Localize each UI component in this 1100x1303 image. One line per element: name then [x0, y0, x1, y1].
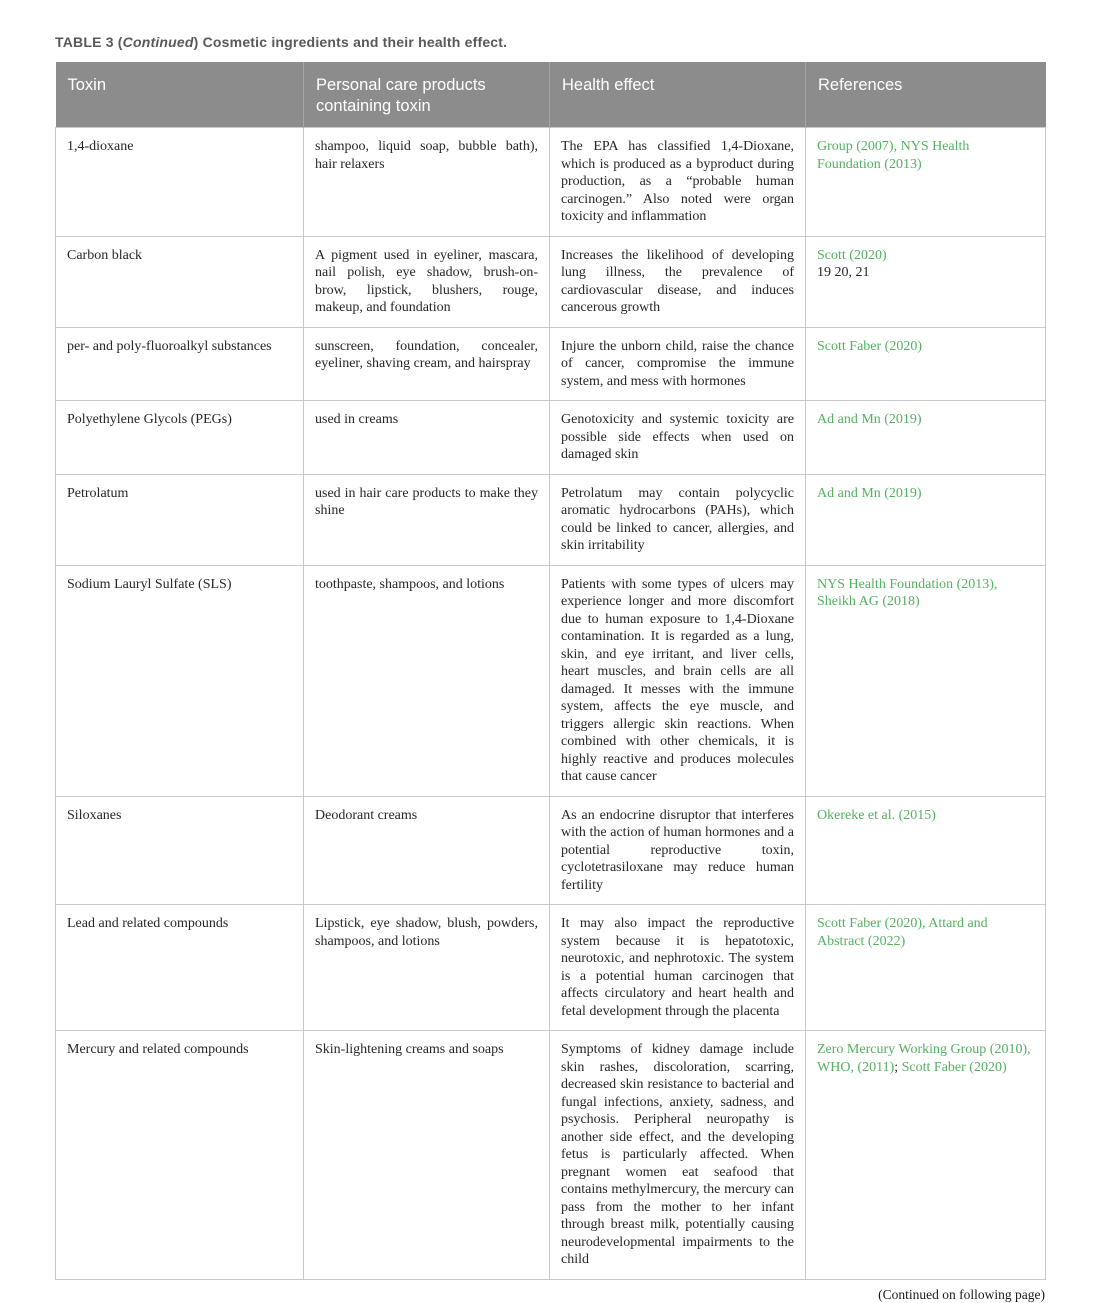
- table-row: [56, 796, 1046, 905]
- toxin-cell: 1,4-dioxane: [56, 128, 304, 237]
- references-cell: [806, 905, 1046, 1031]
- health-cell: Genotoxicity and systemic toxicity are possible side effects when used on damaged skin: [550, 401, 806, 475]
- reference-link[interactable]: Group (2007), NYS Health Foundation (2013): [817, 139, 970, 172]
- header-row: [56, 62, 1046, 128]
- reference-link[interactable]: Scott Faber (2020): [901, 1059, 1007, 1075]
- references-cell: [806, 474, 1046, 565]
- health-cell: As an endocrine disruptor that interferes with the action of human hormones and a potential reproductive toxin, cyclotetrasiloxane may reduce human fertility: [550, 796, 806, 905]
- products-cell: used in creams: [304, 401, 550, 475]
- toxin-cell: per- and poly-fluoroalkyl substances: [56, 327, 304, 401]
- table-row: [56, 1031, 1046, 1280]
- references-cell: [806, 236, 1046, 327]
- reference-link[interactable]: Scott Faber (2020): [817, 338, 922, 354]
- reference-link[interactable]: Ad and Mn (2019): [817, 412, 922, 427]
- reference-link[interactable]: Scott (2020): [817, 247, 887, 263]
- table-row: [56, 474, 1046, 565]
- reference-text: 19 20, 21: [817, 265, 870, 280]
- references-cell: [806, 401, 1046, 475]
- reference-link[interactable]: Okereke et al. (2015): [817, 807, 936, 823]
- toxin-cell: Lead and related compounds: [56, 905, 304, 1031]
- health-cell: Petrolatum may contain polycyclic aromatic hydrocarbons (PAHs), which could be linked to cancer, allergies, and skin irritability: [550, 474, 806, 565]
- products-cell: Lipstick, eye shadow, blush, powders, shampoos, and lotions: [304, 905, 550, 1031]
- toxin-cell: Petrolatum: [56, 474, 304, 565]
- reference-link[interactable]: Ad and Mn (2019): [817, 485, 922, 501]
- table-row: [56, 905, 1046, 1031]
- references-cell: [806, 128, 1046, 237]
- column-header-products: Personal care products containing toxin: [304, 62, 550, 128]
- health-cell: It may also impact the reproductive system because it is hepatotoxic, neurotoxic, and nephrotoxic. The system is a potential human carcinogen that affects circulatory and heart health and fetal development through the placenta: [550, 905, 806, 1031]
- table-row: [56, 128, 1046, 237]
- table-row: [56, 401, 1046, 475]
- continued-note: (Continued on following page): [878, 1286, 1045, 1302]
- table-row: [56, 565, 1046, 796]
- products-cell: Skin-lightening creams and soaps: [304, 1031, 550, 1280]
- toxin-cell: Carbon black: [56, 236, 304, 327]
- references-cell: [806, 1031, 1046, 1280]
- health-cell: The EPA has classified 1,4-Dioxane, which is produced as a byproduct during production, as a “probable human carcinogen.” Also noted were organ toxicity and inflammation: [550, 128, 806, 237]
- reference-text: ;: [894, 1059, 902, 1075]
- column-header-toxin: Toxin: [56, 62, 304, 128]
- reference-link[interactable]: Zero Mercury Working Group (2010), WHO, (2011): [817, 1042, 1031, 1075]
- products-cell: shampoo, liquid soap, bubble bath), hair relaxers: [304, 128, 550, 237]
- toxins-table: [55, 62, 1046, 1280]
- table-title-prefix: TABLE 3 (: [55, 34, 123, 50]
- column-header-references: References: [806, 62, 1046, 128]
- health-cell: Patients with some types of ulcers may experience longer and more discomfort due to human exposure to 1,4-Dioxane contamination. It is regarded as a lung, skin, and eye irritant, and liver cells, heart muscles, and brain cells are all damaged. It messes with the immune system, affects the eye muscle, and triggers allergic skin reactions. When combined with other chemicals, it is highly reactive and produces molecules that cause cancer: [550, 565, 806, 796]
- products-cell: sunscreen, foundation, concealer, eyeliner, shaving cream, and hairspray: [304, 327, 550, 401]
- table-row: [56, 327, 1046, 401]
- health-cell: Increases the likelihood of developing lung illness, the prevalence of cardiovascular disease, and induces cancerous growth: [550, 236, 806, 327]
- references-cell: [806, 327, 1046, 401]
- column-header-health-effect: Health effect: [550, 62, 806, 128]
- products-cell: Deodorant creams: [304, 796, 550, 905]
- health-cell: Injure the unborn child, raise the chance of cancer, compromise the immune system, and mess with hormones: [550, 327, 806, 401]
- toxin-cell: Siloxanes: [56, 796, 304, 905]
- reference-link[interactable]: NYS Health Foundation (2013), Sheikh AG (2018): [817, 576, 998, 609]
- toxin-cell: Sodium Lauryl Sulfate (SLS): [56, 565, 304, 796]
- table-title: [55, 34, 1045, 50]
- table-row: [56, 236, 1046, 327]
- references-cell: [806, 565, 1046, 796]
- products-cell: used in hair care products to make they shine: [304, 474, 550, 565]
- toxin-cell: Mercury and related compounds: [56, 1031, 304, 1280]
- reference-link[interactable]: Scott Faber (2020), Attard and Abstract (2022): [817, 916, 988, 949]
- toxin-cell: Polyethylene Glycols (PEGs): [56, 401, 304, 475]
- products-cell: A pigment used in eyeliner, mascara, nail polish, eye shadow, brush-on-brow, lipstick, blushers, rouge, makeup, and foundation: [304, 236, 550, 327]
- table-title-continued: Continued: [122, 34, 194, 50]
- table-title-suffix: ) Cosmetic ingredients and their health effect.: [193, 34, 508, 50]
- references-cell: [806, 796, 1046, 905]
- health-cell: Symptoms of kidney damage include skin rashes, discoloration, scarring, decreased skin resistance to bacterial and fungal infections, anxiety, sadness, and psychosis. Peripheral neuropathy is another side effect, and the developing fetus is particularly affected. When pregnant women eat seafood that contains methylmercury, the mercury can pass from the mother to her infant through breast milk, potentially causing neurodevelopmental impairments to the child: [550, 1031, 806, 1280]
- products-cell: toothpaste, shampoos, and lotions: [304, 565, 550, 796]
